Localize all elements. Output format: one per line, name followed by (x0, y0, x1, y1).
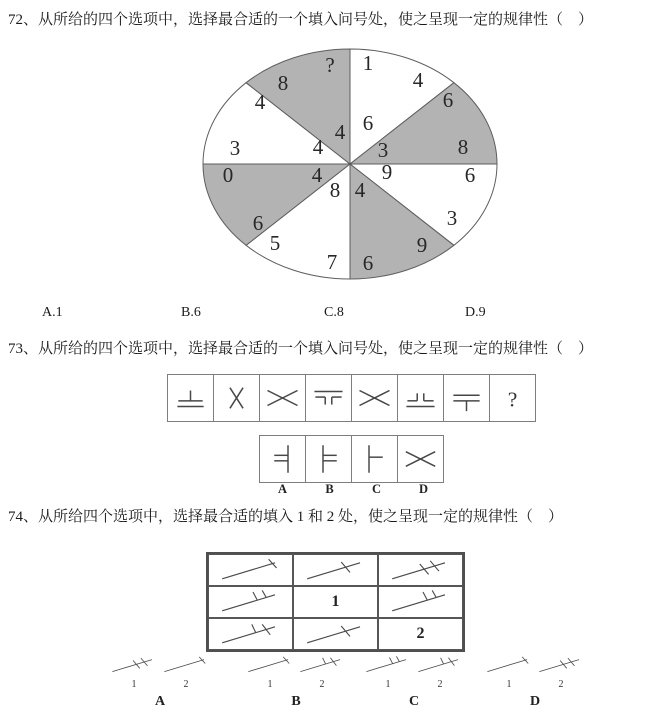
fig-tick2-cross-icon (110, 656, 158, 674)
q74-grid-cell (378, 618, 463, 650)
sym-x-wide-icon (352, 375, 397, 421)
sym-question-icon (490, 375, 535, 421)
q74-option-letter: B (291, 694, 301, 709)
q73-strip-cell (259, 374, 306, 422)
pie-number: 4 (254, 90, 266, 114)
pie-number: 8 (329, 178, 341, 202)
pie-number: 8 (457, 135, 469, 159)
pie-number: 4 (312, 135, 324, 159)
fig-tick2-mixed-icon (219, 622, 283, 646)
q74-question-text: 74、从所给四个选项中，选择最合适的填入 1 和 2 处，使之呈现一定的规律性（ ） (8, 509, 564, 525)
pie-number: 4 (311, 163, 323, 187)
q74-figure-number: 1 (267, 679, 273, 690)
svg-text:?: ? (507, 387, 518, 412)
q73-strip-cell (213, 374, 260, 422)
sym-right-single-tick-icon (352, 437, 397, 481)
pie-number: 3 (377, 138, 389, 162)
fig-tick1-tip-icon (219, 558, 283, 582)
sym-right-double-tick-icon (306, 437, 351, 481)
q74-grid-cell (208, 554, 293, 586)
pie-number: 1 (362, 51, 374, 75)
q74-option-letter: D (529, 694, 541, 709)
pie-number: 5 (269, 231, 281, 255)
pie-number: 3 (446, 206, 458, 230)
q74-option-d[interactable] (483, 656, 587, 710)
fig-tick2-cross-icon (389, 558, 453, 582)
q73-question-text: 73、从所给的四个选项中，选择最合适的一个填入问号处，使之呈现一定的规律性（ ） (8, 341, 594, 357)
fig-tick2-up-icon (219, 590, 283, 614)
sym-up-forks-dbl-icon (398, 375, 443, 421)
q74-grid-cell (293, 554, 378, 586)
q72-question-text: 72、从所给的四个选项中，选择最合适的一个填入问号处，使之呈现一定的规律性（ ） (8, 12, 594, 28)
q74-option-b[interactable] (244, 656, 348, 710)
q74-figure-number: 2 (437, 679, 443, 690)
q73-options-strip (259, 435, 444, 483)
q73-strip-cell (167, 374, 214, 422)
fig-tick2-up-icon (389, 590, 453, 614)
fig-tick2-mixed-icon (298, 656, 346, 674)
fig-tick2-mixed-icon (416, 656, 464, 674)
q73-option-a[interactable] (259, 435, 306, 483)
pie-number: 6 (464, 163, 476, 187)
q74-figure-number: 1 (506, 679, 512, 690)
q74-grid (206, 552, 465, 652)
fig-tick2-cross-icon (537, 656, 585, 674)
q74-option-figure (160, 656, 212, 690)
q74-option-figure (362, 656, 414, 690)
q74-option-a[interactable] (108, 656, 212, 710)
q73-option-letters (259, 482, 447, 497)
q74-grid-cell (378, 554, 463, 586)
q73-option-c[interactable] (351, 435, 398, 483)
q73-option-letter: C (371, 482, 382, 496)
q74-figure-number: 1 (385, 679, 391, 690)
q74-placeholder-number: 1 (331, 593, 340, 610)
pie-number: 6 (442, 88, 454, 112)
pie-number: 9 (416, 233, 428, 257)
pie-number: 6 (252, 211, 264, 235)
sym-up-tack-dbl-icon (168, 375, 213, 421)
pie-number: 7 (326, 250, 338, 274)
q73-strip-cell (489, 374, 536, 422)
q74-option-figure (483, 656, 535, 690)
sym-x-wide-icon (398, 437, 443, 481)
q73-strip-cell (305, 374, 352, 422)
q74-option-figure (535, 656, 587, 690)
q72-option-b[interactable]: B.6 (181, 305, 201, 320)
q72-pie-chart (200, 46, 500, 282)
q72-option-d[interactable]: D.9 (465, 305, 486, 320)
q73-strip-cell (397, 374, 444, 422)
q73-symbol-strip (167, 374, 536, 422)
q74-option-figure (296, 656, 348, 690)
q73-option-letter: D (418, 482, 429, 496)
pie-number: 4 (334, 120, 346, 144)
q74-figure-number: 1 (131, 679, 137, 690)
fig-tick1-tip-icon (246, 656, 294, 674)
fig-tick1-tip-icon (162, 656, 210, 674)
sym-down-tack-dbl-icon (444, 375, 489, 421)
q74-option-figure (108, 656, 160, 690)
q74-grid-cell (293, 586, 378, 618)
sym-left-double-tick-icon (260, 437, 305, 481)
q73-strip-cell (443, 374, 490, 422)
pie-number: 0 (222, 163, 234, 187)
q72-option-a[interactable]: A.1 (42, 305, 63, 320)
pie-number: 6 (362, 251, 374, 275)
q74-option-letter: C (408, 694, 420, 709)
q74-figure-number: 2 (558, 679, 564, 690)
q74-option-figure (244, 656, 296, 690)
q74-option-letter: A (154, 694, 166, 709)
q73-option-d[interactable] (397, 435, 444, 483)
pie-number: 4 (412, 68, 424, 92)
q73-strip-cell (351, 374, 398, 422)
fig-tick1-cross-icon (304, 558, 368, 582)
pie-number: 6 (362, 111, 374, 135)
q74-figure-number: 2 (183, 679, 189, 690)
pie-number: 8 (277, 71, 289, 95)
q74-grid-cell (208, 618, 293, 650)
q74-option-c[interactable] (362, 656, 466, 710)
q74-grid-cell (378, 586, 463, 618)
sym-down-forks-dbl-icon (306, 375, 351, 421)
q74-option-figure (414, 656, 466, 690)
q73-option-letter: B (325, 482, 334, 496)
sym-x-tall-icon (214, 375, 259, 421)
pie-number: ? (325, 53, 335, 77)
fig-tick1-cross-icon (304, 622, 368, 646)
q74-placeholder-number: 2 (416, 625, 425, 642)
sym-x-wide-icon (260, 375, 305, 421)
q72-option-c[interactable]: C.8 (324, 305, 344, 320)
q73-option-letter: A (277, 482, 288, 496)
q74-figure-number: 2 (319, 679, 325, 690)
pie-number: 9 (381, 160, 393, 184)
pie-number: 3 (229, 136, 241, 160)
q73-option-b[interactable] (305, 435, 352, 483)
q74-grid-cell (293, 618, 378, 650)
pie-number: 4 (354, 178, 366, 202)
fig-tick1-tip-icon (485, 656, 533, 674)
fig-tick2-up-icon (364, 656, 412, 674)
q74-grid-cell (208, 586, 293, 618)
